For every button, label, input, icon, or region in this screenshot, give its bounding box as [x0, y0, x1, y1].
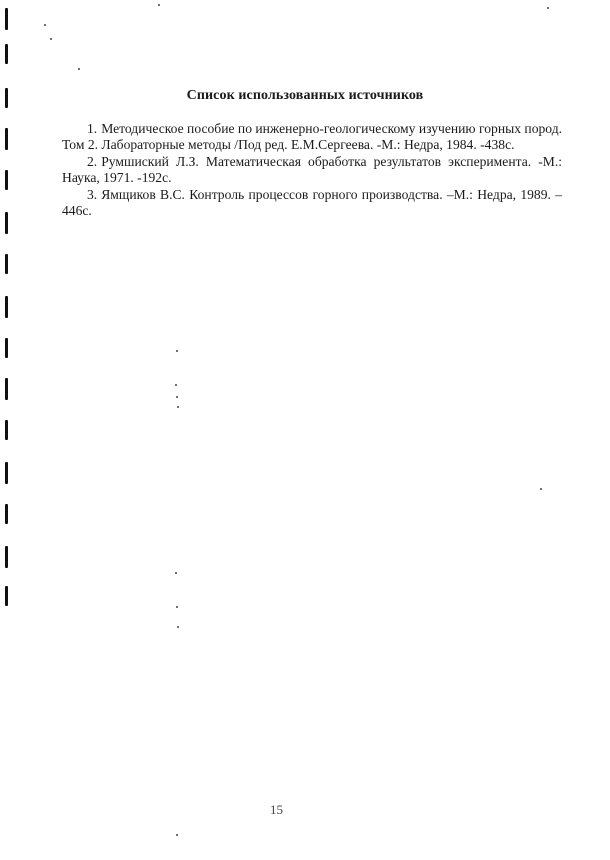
scan-speck — [176, 350, 178, 352]
reference-text: Методическое пособие по инженерно-геологическому изучению горных пород. Том 2. Лабораторные методы /Под ред. Е.М.Сергеева. -М.: Недра, 1984. -438с. — [62, 121, 563, 153]
reference-number: 2. — [87, 153, 98, 169]
binding-mark — [5, 504, 8, 524]
binding-mark — [5, 378, 8, 400]
binding-mark — [5, 462, 8, 484]
reference-text: Румшиский Л.З. Математическая обработка результатов эксперимента. -М.: Наука, 1971. -192с. — [62, 153, 562, 186]
scan-speck — [176, 606, 178, 608]
scan-speck — [176, 396, 178, 398]
binding-mark — [5, 170, 8, 190]
scan-speck — [78, 68, 80, 70]
binding-mark — [5, 586, 8, 606]
reference-text: Ямщиков В.С. Контроль процессов горного производства. –М.: Недра, 1989. –446с. — [62, 186, 562, 219]
binding-mark — [5, 44, 8, 64]
scan-speck — [177, 626, 179, 628]
scan-speck — [177, 406, 179, 408]
binding-mark — [5, 128, 8, 150]
scan-speck — [175, 572, 177, 574]
scan-speck — [547, 7, 549, 9]
scan-speck — [44, 24, 46, 26]
scan-speck — [540, 488, 542, 490]
scan-speck — [158, 4, 160, 6]
binding-mark — [5, 546, 8, 568]
binding-mark — [5, 338, 8, 358]
reference-item — [62, 154, 562, 187]
reference-list — [62, 121, 562, 219]
binding-mark — [5, 254, 8, 274]
reference-number: 1. — [87, 121, 98, 136]
reference-item — [62, 121, 562, 154]
scan-speck — [176, 834, 178, 836]
scan-speck — [175, 384, 177, 386]
reference-number: 3. — [87, 186, 98, 202]
page-number: 15 — [270, 802, 283, 817]
binding-mark — [5, 296, 8, 318]
scan-speck — [50, 38, 52, 40]
binding-mark — [5, 420, 8, 440]
reference-item — [62, 187, 562, 220]
page-title: Список использованных источников — [186, 88, 424, 103]
binding-mark — [5, 212, 8, 234]
binding-mark — [5, 8, 8, 30]
binding-edge-marks — [5, 0, 11, 860]
